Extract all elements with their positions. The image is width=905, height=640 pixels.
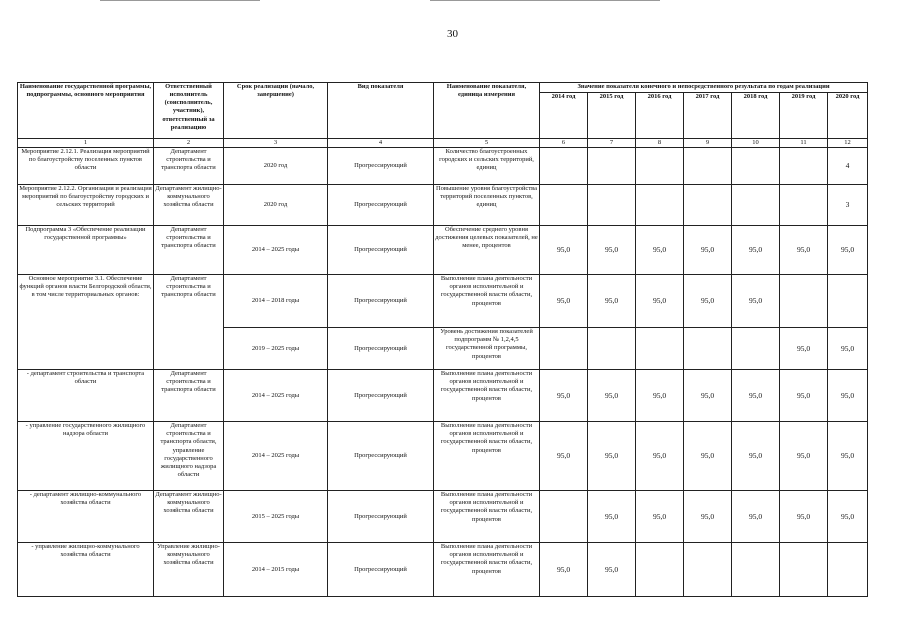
column-number: 12 (828, 139, 868, 148)
row-kind: Прогрессирующий (328, 491, 434, 543)
row-value (588, 328, 636, 370)
row-value: 95,0 (828, 226, 868, 275)
header-year: 2015 год (588, 93, 636, 139)
column-number: 10 (732, 139, 780, 148)
row-value (828, 543, 868, 597)
row-name: - департамент жилищно-коммунального хозяйства области (18, 491, 154, 543)
scan-top-line (430, 0, 660, 1)
row-value (732, 328, 780, 370)
header-year: 2014 год (540, 93, 588, 139)
row-value: 95,0 (540, 370, 588, 422)
header-term: Срок реализации (начало, завершение) (224, 83, 328, 139)
row-value (828, 275, 868, 328)
row-value (732, 185, 780, 226)
row-value: 95,0 (540, 275, 588, 328)
header-year: 2017 год (684, 93, 732, 139)
row-value (636, 185, 684, 226)
row-indicator: Количество благоустроенных городских и сельских территорий, единиц (434, 148, 540, 185)
row-term: 2014 – 2015 годы (224, 543, 328, 597)
row-indicator: Выполнение плана деятельности органов исполнительной и государственной власти области, процентов (434, 491, 540, 543)
row-value: 95,0 (828, 422, 868, 491)
column-number: 9 (684, 139, 732, 148)
row-term: 2019 – 2025 годы (224, 328, 328, 370)
row-value (780, 275, 828, 328)
column-number: 1 (18, 139, 154, 148)
row-value: 95,0 (636, 370, 684, 422)
row-value: 95,0 (732, 491, 780, 543)
row-name: Основное мероприятие 3.1. Обеспечение функций органов власти Белгородской области, в том числе территориальных органов: (18, 275, 154, 370)
row-value (684, 543, 732, 597)
indicators-table (17, 82, 868, 597)
header-year: 2020 год (828, 93, 868, 139)
row-value: 95,0 (732, 275, 780, 328)
row-name: - управление государственного жилищного надзора области (18, 422, 154, 491)
scan-top-line (100, 0, 260, 1)
header-year: 2018 год (732, 93, 780, 139)
row-value (732, 148, 780, 185)
table-row (18, 185, 868, 226)
row-value: 95,0 (636, 422, 684, 491)
row-value: 4 (828, 148, 868, 185)
row-name: - управление жилищно-коммунального хозяйства области (18, 543, 154, 597)
row-value: 95,0 (780, 328, 828, 370)
row-value (540, 491, 588, 543)
row-name: - департамент строительства и транспорта области (18, 370, 154, 422)
row-value: 95,0 (780, 370, 828, 422)
row-executor: Департамент строительства и транспорта области (154, 226, 224, 275)
row-value (780, 543, 828, 597)
row-executor: Департамент строительства и транспорта области, управление государственного жилищного надзора области (154, 422, 224, 491)
header-kind: Вид показателя (328, 83, 434, 139)
row-value (780, 148, 828, 185)
row-term: 2015 – 2025 годы (224, 491, 328, 543)
row-value: 3 (828, 185, 868, 226)
header-indicator: Наименование показателя, единица измерения (434, 83, 540, 139)
column-number: 6 (540, 139, 588, 148)
row-value (636, 148, 684, 185)
row-indicator: Выполнение плана деятельности органов исполнительной и государственной власти области, процентов (434, 543, 540, 597)
row-term: 2020 год (224, 185, 328, 226)
row-value (588, 185, 636, 226)
header-values-group: Значение показателя конечного и непосредственного результата по годам реализации (540, 83, 868, 93)
header-executor: Ответственный исполнитель (соисполнитель, участник), ответственный за реализацию (154, 83, 224, 139)
row-value: 95,0 (828, 491, 868, 543)
row-kind: Прогрессирующий (328, 226, 434, 275)
row-executor: Управление жилищно-коммунального хозяйства области (154, 543, 224, 597)
row-value: 95,0 (684, 226, 732, 275)
table-row (18, 275, 868, 328)
row-value: 95,0 (636, 226, 684, 275)
page-number: 30 (447, 28, 458, 40)
row-indicator: Выполнение плана деятельности органов исполнительной и государственной власти области, процентов (434, 422, 540, 491)
column-number: 8 (636, 139, 684, 148)
row-value: 95,0 (732, 226, 780, 275)
row-value: 95,0 (828, 328, 868, 370)
row-executor: Департамент жилищно-коммунального хозяйства области (154, 185, 224, 226)
row-term: 2014 – 2018 годы (224, 275, 328, 328)
table-row (18, 370, 868, 422)
row-value: 95,0 (732, 370, 780, 422)
row-indicator: Повышение уровня благоустройства территорий поселенных пунктов, единиц (434, 185, 540, 226)
table-row (18, 148, 868, 185)
row-value (684, 328, 732, 370)
row-value: 95,0 (588, 491, 636, 543)
row-indicator: Обеспечение среднего уровня достижения целевых показателей, не менее, процентов (434, 226, 540, 275)
row-value (780, 185, 828, 226)
row-indicator: Выполнение плана деятельности органов исполнительной и государственной власти области, процентов (434, 275, 540, 328)
row-executor: Департамент жилищно-коммунального хозяйства области (154, 491, 224, 543)
row-value: 95,0 (780, 226, 828, 275)
row-value (636, 543, 684, 597)
row-value (684, 148, 732, 185)
row-value: 95,0 (684, 275, 732, 328)
row-value: 95,0 (588, 422, 636, 491)
table-row (18, 543, 868, 597)
column-number: 5 (434, 139, 540, 148)
row-term: 2014 – 2025 годы (224, 370, 328, 422)
row-value (732, 543, 780, 597)
table-row (18, 491, 868, 543)
row-executor: Департамент строительства и транспорта области (154, 148, 224, 185)
row-value: 95,0 (684, 491, 732, 543)
row-value: 95,0 (588, 543, 636, 597)
row-kind: Прогрессирующий (328, 185, 434, 226)
row-value: 95,0 (588, 226, 636, 275)
column-number: 7 (588, 139, 636, 148)
row-kind: Прогрессирующий (328, 422, 434, 491)
row-indicator: Выполнение плана деятельности органов исполнительной и государственной власти области, процентов (434, 370, 540, 422)
row-value: 95,0 (684, 370, 732, 422)
row-value: 95,0 (540, 226, 588, 275)
row-executor: Департамент строительства и транспорта области (154, 275, 224, 370)
column-number: 11 (780, 139, 828, 148)
table-row (18, 422, 868, 491)
row-value: 95,0 (828, 370, 868, 422)
row-value: 95,0 (540, 543, 588, 597)
row-value: 95,0 (780, 422, 828, 491)
row-kind: Прогрессирующий (328, 148, 434, 185)
header-year: 2019 год (780, 93, 828, 139)
row-name: Мероприятие 2.12.1. Реализация мероприятий по благоустройству поселенных пунктов области (18, 148, 154, 185)
row-indicator: Уровень достижения показателей подпрограмм № 1,2,4,5 государственной программы, процентов (434, 328, 540, 370)
row-value: 95,0 (684, 422, 732, 491)
row-executor: Департамент строительства и транспорта области (154, 370, 224, 422)
row-value: 95,0 (588, 370, 636, 422)
row-value: 95,0 (540, 422, 588, 491)
row-value: 95,0 (636, 275, 684, 328)
row-term: 2014 – 2025 годы (224, 226, 328, 275)
row-kind: Прогрессирующий (328, 328, 434, 370)
row-value (588, 148, 636, 185)
column-number: 3 (224, 139, 328, 148)
row-kind: Прогрессирующий (328, 370, 434, 422)
row-value (540, 148, 588, 185)
column-number: 2 (154, 139, 224, 148)
row-value: 95,0 (732, 422, 780, 491)
row-term: 2020 год (224, 148, 328, 185)
row-term: 2014 – 2025 годы (224, 422, 328, 491)
row-name: Подпрограмма 3 «Обеспечение реализации государственной программы» (18, 226, 154, 275)
row-kind: Прогрессирующий (328, 275, 434, 328)
row-value (540, 185, 588, 226)
row-value: 95,0 (588, 275, 636, 328)
row-name: Мероприятие 2.12.2. Организация и реализация мероприятий по благоустройству городских и сельских территорий (18, 185, 154, 226)
column-number: 4 (328, 139, 434, 148)
row-value: 95,0 (636, 491, 684, 543)
row-value (540, 328, 588, 370)
row-value (636, 328, 684, 370)
header-name: Наименование государственной программы, подпрограммы, основного мероприятия (18, 83, 154, 139)
header-year: 2016 год (636, 93, 684, 139)
row-value (684, 185, 732, 226)
row-value: 95,0 (780, 491, 828, 543)
table-row (18, 226, 868, 275)
row-kind: Прогрессирующий (328, 543, 434, 597)
